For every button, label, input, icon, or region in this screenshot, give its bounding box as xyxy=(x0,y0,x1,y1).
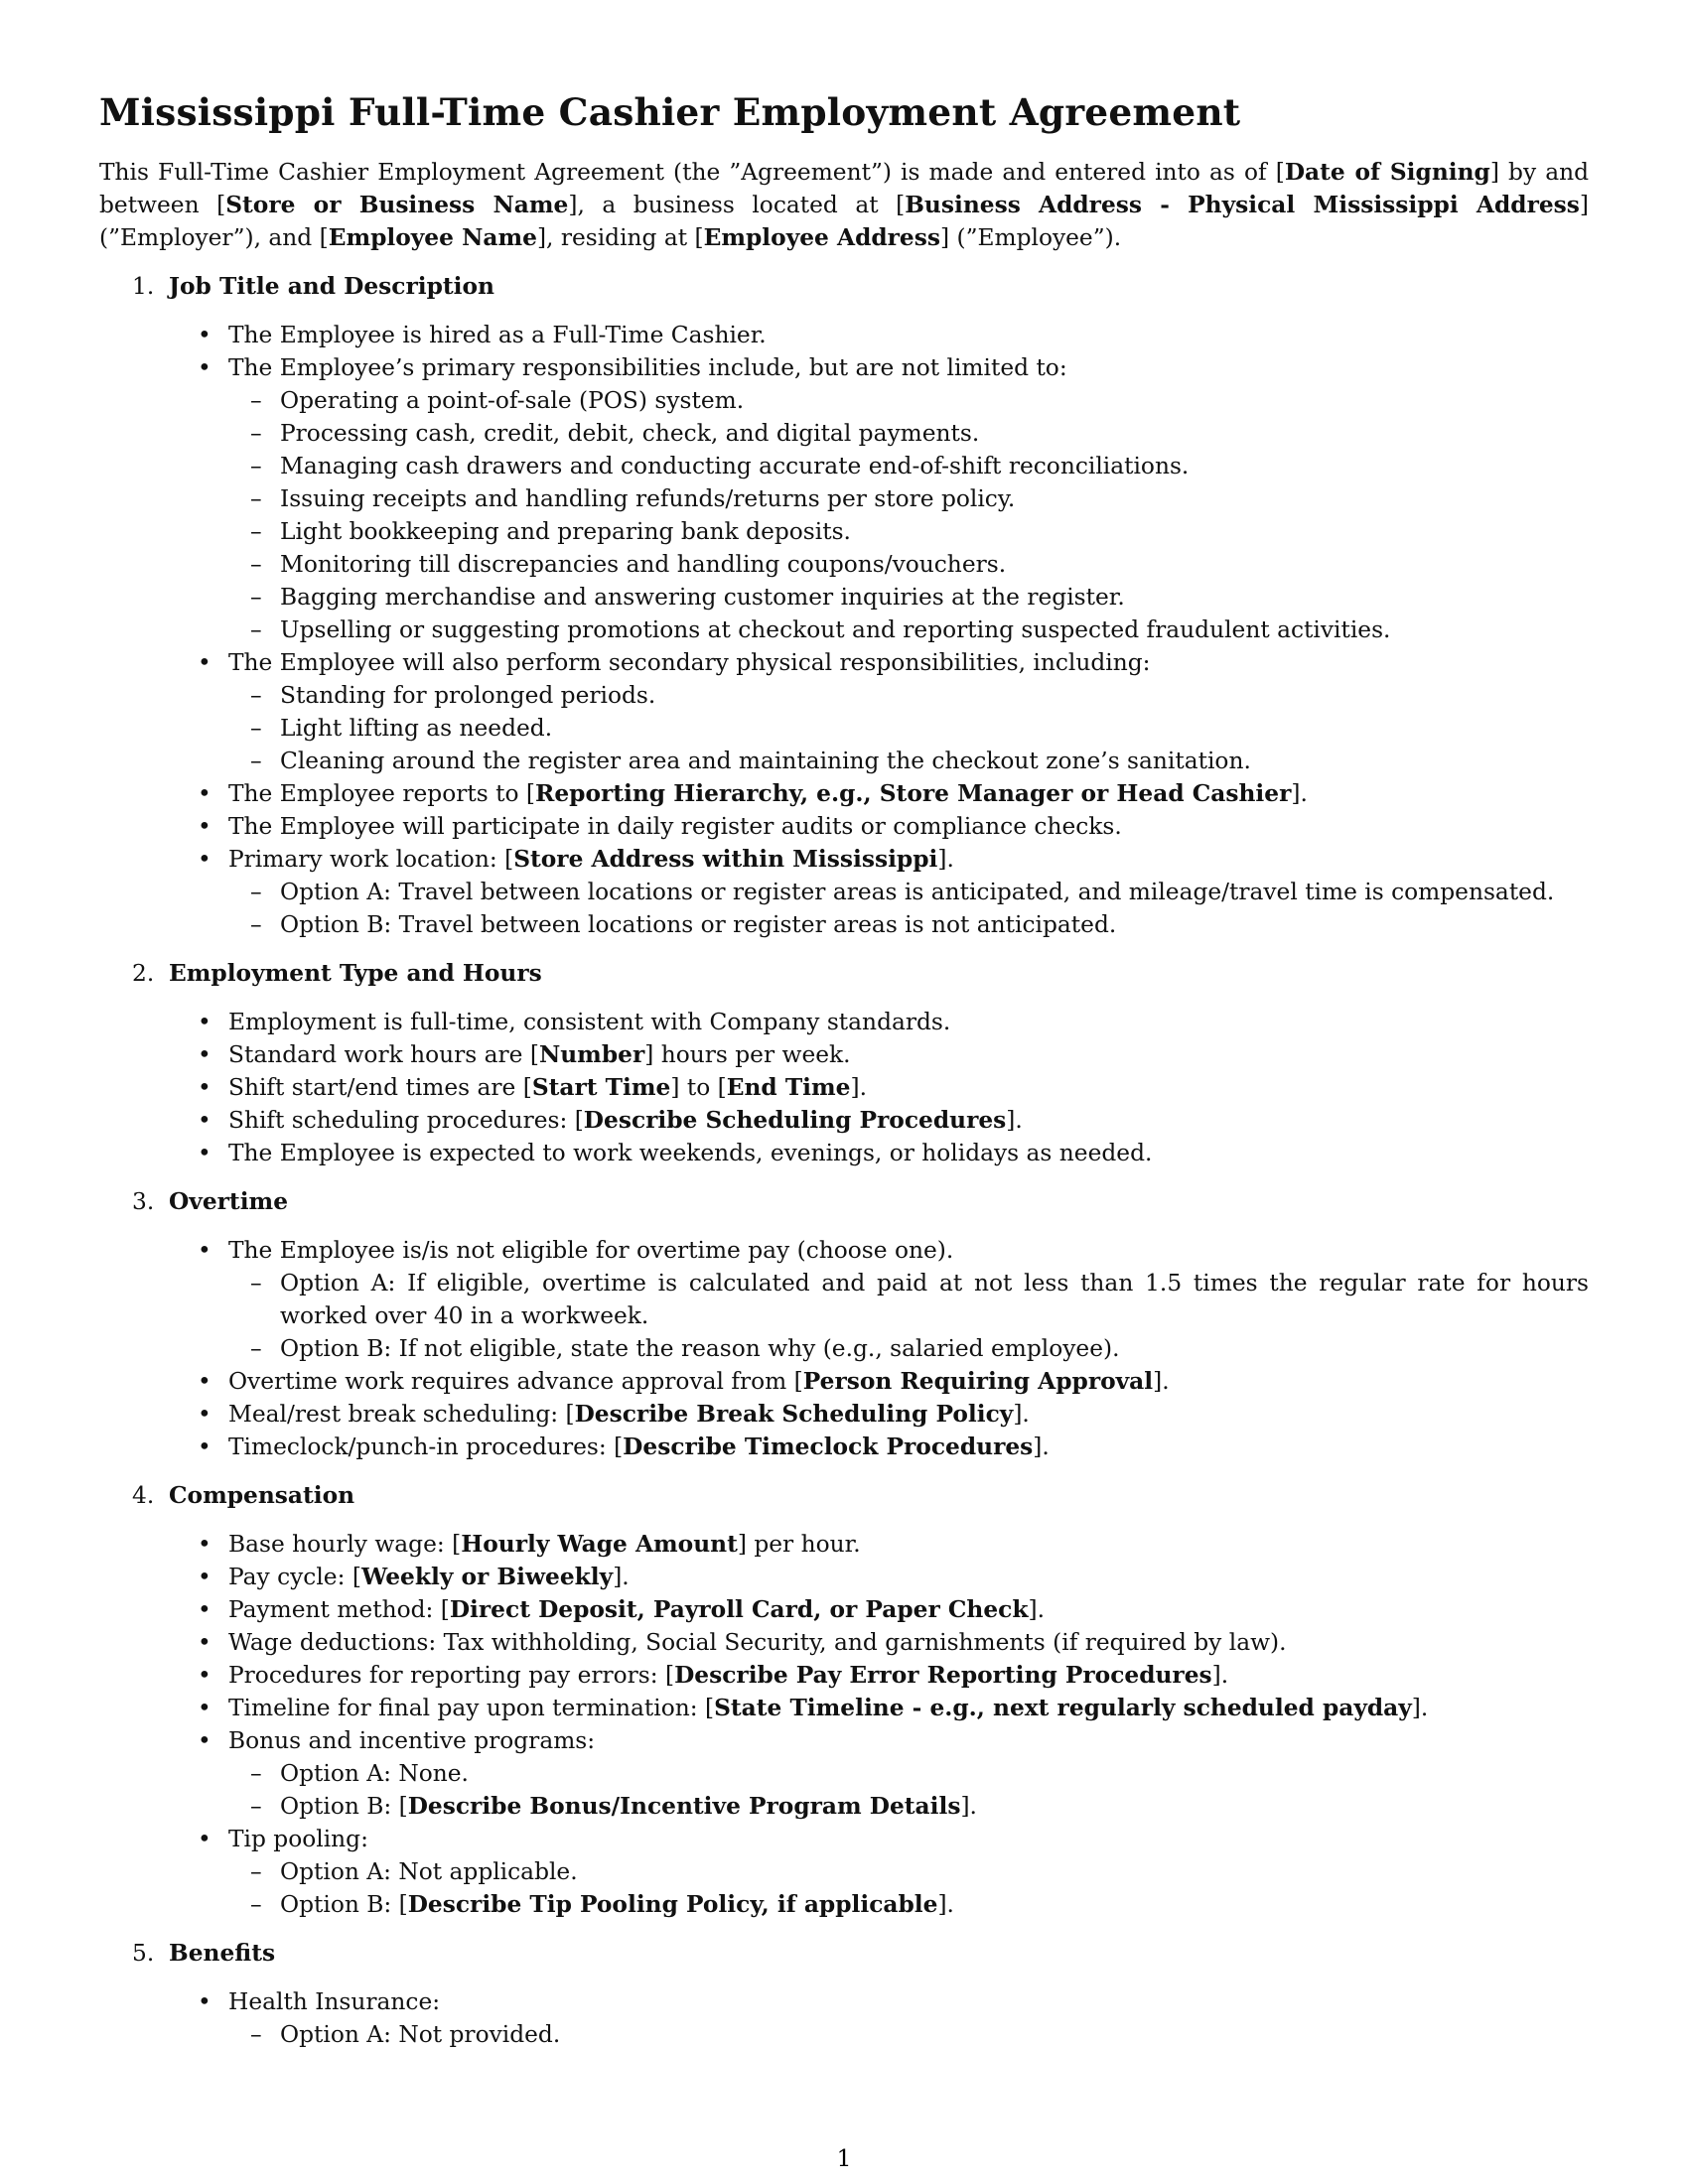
bullet-line xyxy=(99,1365,1589,1398)
text-run: ]. xyxy=(1291,780,1308,807)
section-number: 1. xyxy=(132,273,155,300)
bullet-item xyxy=(99,319,1589,351)
bullet-icon: • xyxy=(198,1695,211,1721)
text-run: ]. xyxy=(1153,1368,1170,1395)
placeholder-field: Employee Address xyxy=(703,224,940,251)
text-run: ]. xyxy=(937,1891,954,1918)
sub-item xyxy=(99,712,1589,745)
text-run: The Employee is/is not eligible for overtime pay (choose one). xyxy=(228,1237,954,1264)
dash-icon: – xyxy=(250,2021,262,2048)
text-run: The Employee will participate in daily register audits or compliance checks. xyxy=(228,813,1122,840)
bullet-icon: • xyxy=(198,1009,211,1035)
section-heading xyxy=(99,1185,1589,1218)
sub-list xyxy=(99,679,1589,777)
bullet-item xyxy=(99,1398,1589,1431)
text-run: Pay cycle: [ xyxy=(228,1564,361,1590)
text-run: ] per hour. xyxy=(737,1531,861,1558)
placeholder-field: Describe Scheduling Procedures xyxy=(583,1107,1007,1134)
bullet-line xyxy=(99,1431,1589,1463)
sub-item xyxy=(99,384,1589,417)
text-run: Option B: [ xyxy=(280,1793,408,1820)
sub-item xyxy=(99,515,1589,548)
placeholder-field: Reporting Hierarchy, e.g., Store Manager or Head Cashier xyxy=(534,780,1292,807)
bullet-icon: • xyxy=(198,1727,211,1754)
section-number: 2. xyxy=(132,960,155,987)
bullet-line xyxy=(99,777,1589,810)
bullet-icon: • xyxy=(198,1074,211,1101)
bullet-item xyxy=(99,1006,1589,1038)
text-run: ]. xyxy=(613,1564,630,1590)
bullet-item xyxy=(99,1431,1589,1463)
text-run: Option A: Not applicable. xyxy=(280,1858,578,1885)
bullet-item xyxy=(99,1234,1589,1365)
bullet-list xyxy=(99,1234,1589,1463)
bullet-item xyxy=(99,1626,1589,1659)
section-5 xyxy=(99,1937,1589,2051)
text-run: ]. xyxy=(1211,1662,1229,1689)
text-run: Overtime work requires advance approval from [ xyxy=(228,1368,803,1395)
bullet-item xyxy=(99,1071,1589,1104)
bullet-list xyxy=(99,319,1589,941)
text-run: ] (”Employer”), and [ xyxy=(99,192,1589,251)
bullet-icon: • xyxy=(198,1368,211,1395)
dash-icon: – xyxy=(250,453,262,479)
text-run: Shift start/end times are [ xyxy=(228,1074,532,1101)
text-run: Employment is full-time, consistent with Company standards. xyxy=(228,1009,951,1035)
document-title: Mississippi Full-Time Cashier Employment Agreement xyxy=(99,90,1241,134)
text-run: Option A: Not provided. xyxy=(280,2021,561,2048)
text-run: The Employee is expected to work weekends, evenings, or holidays as needed. xyxy=(228,1140,1153,1166)
text-run: ] by and between [ xyxy=(99,159,1589,218)
bullet-list xyxy=(99,1528,1589,1921)
section-heading-text: Job Title and Description xyxy=(169,273,494,300)
bullet-line xyxy=(99,1593,1589,1626)
text-run: Standing for prolonged periods. xyxy=(280,682,656,709)
text-run: Operating a point-of-sale (POS) system. xyxy=(280,387,745,414)
text-run: ]. xyxy=(1033,1433,1050,1460)
text-run: ], residing at [ xyxy=(536,224,704,251)
bullet-item xyxy=(99,1593,1589,1626)
bullet-item xyxy=(99,351,1589,646)
bullet-icon: • xyxy=(198,1826,211,1852)
section-number: 4. xyxy=(132,1482,155,1509)
bullet-line xyxy=(99,1626,1589,1659)
dash-icon: – xyxy=(250,1793,262,1820)
bullet-item xyxy=(99,1724,1589,1823)
dash-icon: – xyxy=(250,551,262,578)
sub-item xyxy=(99,581,1589,614)
text-run: This Full-Time Cashier Employment Agreement (the ”Agreement”) is made and entered into as of xyxy=(99,159,1276,186)
dash-icon: – xyxy=(250,1858,262,1885)
text-run: ]. xyxy=(1006,1107,1023,1134)
intro-paragraph xyxy=(99,156,1589,254)
dash-icon: – xyxy=(250,682,262,709)
sub-item xyxy=(99,417,1589,450)
text-run: ]. xyxy=(937,846,954,873)
text-run: Light lifting as needed. xyxy=(280,715,553,742)
placeholder-field: Store or Business Name xyxy=(225,192,569,218)
placeholder-field: Describe Timeclock Procedures xyxy=(623,1433,1034,1460)
text-run: The Employee’s primary responsibilities include, but are not limited to: xyxy=(228,354,1067,381)
page-number: 1 xyxy=(836,2145,852,2172)
text-run: Option B: Travel between locations or register areas is not anticipated. xyxy=(280,911,1117,938)
sub-list xyxy=(99,384,1589,646)
placeholder-field: State Timeline - e.g., next regularly scheduled payday xyxy=(714,1695,1412,1721)
text-run: Processing cash, credit, debit, check, and digital payments. xyxy=(280,420,980,447)
text-run: Wage deductions: Tax withholding, Social Security, and garnishments (if required by law). xyxy=(228,1629,1287,1656)
section-heading-text: Benefits xyxy=(169,1940,276,1967)
section-heading xyxy=(99,1937,1589,1970)
text-run: ] (”Employee”). xyxy=(939,224,1122,251)
dash-icon: – xyxy=(250,1891,262,1918)
text-run: The Employee is hired as a Full-Time Cashier. xyxy=(228,322,767,348)
bullet-item xyxy=(99,646,1589,777)
bullet-icon: • xyxy=(198,1433,211,1460)
sub-item xyxy=(99,548,1589,581)
bullet-item xyxy=(99,1528,1589,1561)
bullet-list xyxy=(99,1006,1589,1169)
bullet-line xyxy=(99,1104,1589,1137)
sub-item xyxy=(99,2018,1589,2051)
placeholder-field: Describe Break Scheduling Policy xyxy=(574,1401,1014,1428)
section-heading xyxy=(99,957,1589,990)
text-run: Managing cash drawers and conducting accurate end-of-shift reconciliations. xyxy=(280,453,1190,479)
bullet-icon: • xyxy=(198,1107,211,1134)
section-4 xyxy=(99,1479,1589,1921)
bullet-list xyxy=(99,1985,1589,2051)
bullet-icon: • xyxy=(198,1596,211,1623)
bullet-line xyxy=(99,1724,1589,1757)
text-run: Monitoring till discrepancies and handling coupons/vouchers. xyxy=(280,551,1007,578)
sub-item xyxy=(99,908,1589,941)
text-run: ]. xyxy=(1411,1695,1429,1721)
bullet-icon: • xyxy=(198,1237,211,1264)
placeholder-field: Direct Deposit, Payroll Card, or Paper Check xyxy=(449,1596,1029,1623)
section-heading xyxy=(99,1479,1589,1512)
section-3 xyxy=(99,1185,1589,1463)
dash-icon: – xyxy=(250,911,262,938)
placeholder-field: Employee Name xyxy=(328,224,537,251)
placeholder-field: Describe Tip Pooling Policy, if applicable xyxy=(407,1891,938,1918)
bullet-icon: • xyxy=(198,780,211,807)
bullet-line xyxy=(99,1823,1589,1855)
dash-icon: – xyxy=(250,715,262,742)
text-run: ] hours per week. xyxy=(644,1041,851,1068)
text-run: ], a business located at [ xyxy=(568,192,906,218)
sub-item xyxy=(99,679,1589,712)
bullet-icon: • xyxy=(198,1401,211,1428)
text-run: Timeclock/punch-in procedures: [ xyxy=(228,1433,624,1460)
bullet-icon: • xyxy=(198,1988,211,2015)
bullet-item xyxy=(99,1104,1589,1137)
text-run: Option A: Travel between locations or register areas is anticipated, and mileage/travel time is compensated. xyxy=(280,879,1555,905)
section-number: 3. xyxy=(132,1188,155,1215)
bullet-line xyxy=(99,843,1589,876)
bullet-line xyxy=(99,351,1589,384)
bullet-item xyxy=(99,1561,1589,1593)
text-run: Shift scheduling procedures: [ xyxy=(228,1107,584,1134)
bullet-line xyxy=(99,646,1589,679)
dash-icon: – xyxy=(250,387,262,414)
bullet-item xyxy=(99,810,1589,843)
bullet-line xyxy=(99,319,1589,351)
placeholder-field: Date of Signing xyxy=(1284,159,1490,186)
bullet-line xyxy=(99,1137,1589,1169)
placeholder-field: Business Address - Physical Mississippi Address xyxy=(905,192,1580,218)
bullet-line xyxy=(99,1528,1589,1561)
bullet-icon: • xyxy=(198,354,211,381)
bullet-line xyxy=(99,1234,1589,1267)
dash-icon: – xyxy=(250,1270,262,1297)
section-heading xyxy=(99,270,1589,303)
bullet-item xyxy=(99,1038,1589,1071)
dash-icon: – xyxy=(250,518,262,545)
bullet-icon: • xyxy=(198,1531,211,1558)
sub-list xyxy=(99,876,1589,941)
text-run: Procedures for reporting pay errors: [ xyxy=(228,1662,675,1689)
sub-item xyxy=(99,1267,1589,1332)
dash-icon: – xyxy=(250,1335,262,1362)
text-run: The Employee reports to [ xyxy=(228,780,535,807)
section-1 xyxy=(99,270,1589,941)
bullet-line xyxy=(99,810,1589,843)
dash-icon: – xyxy=(250,485,262,512)
text-run: Light bookkeeping and preparing bank deposits. xyxy=(280,518,851,545)
sub-item xyxy=(99,745,1589,777)
bullet-line xyxy=(99,1561,1589,1593)
text-run: ] to [ xyxy=(670,1074,727,1101)
bullet-icon: • xyxy=(198,649,211,676)
bullet-icon: • xyxy=(198,1140,211,1166)
text-run: Payment method: [ xyxy=(228,1596,450,1623)
placeholder-field: Person Requiring Approval xyxy=(802,1368,1154,1395)
text-run: Meal/rest break scheduling: [ xyxy=(228,1401,575,1428)
sub-item xyxy=(99,876,1589,908)
sub-list xyxy=(99,1855,1589,1921)
text-run: ]. xyxy=(1028,1596,1045,1623)
bullet-icon: • xyxy=(198,1662,211,1689)
dash-icon: – xyxy=(250,420,262,447)
text-run: Upselling or suggesting promotions at checkout and reporting suspected fraudulent activities. xyxy=(280,616,1391,643)
sub-item xyxy=(99,482,1589,515)
text-run: Bonus and incentive programs: xyxy=(228,1727,596,1754)
placeholder-field: End Time xyxy=(726,1074,851,1101)
bullet-item xyxy=(99,1823,1589,1921)
dash-icon: – xyxy=(250,1760,262,1787)
placeholder-field: Describe Pay Error Reporting Procedures xyxy=(674,1662,1212,1689)
section-heading-text: Overtime xyxy=(169,1188,289,1215)
text-run: [ xyxy=(1275,159,1285,186)
bullet-icon: • xyxy=(198,813,211,840)
text-run: Base hourly wage: [ xyxy=(228,1531,462,1558)
dash-icon: – xyxy=(250,879,262,905)
bullet-line xyxy=(99,1038,1589,1071)
bullet-line xyxy=(99,1659,1589,1692)
text-run: Issuing receipts and handling refunds/returns per store policy. xyxy=(280,485,1016,512)
dash-icon: – xyxy=(250,616,262,643)
text-run: ]. xyxy=(850,1074,867,1101)
bullet-item xyxy=(99,1659,1589,1692)
text-run: Option A: If eligible, overtime is calculated and paid at not less than 1.5 times the regular rate for hours worked over 40 in a workweek. xyxy=(280,1270,1589,1329)
bullet-icon: • xyxy=(198,1564,211,1590)
bullet-line xyxy=(99,1006,1589,1038)
sub-item xyxy=(99,1888,1589,1921)
text-run: ]. xyxy=(960,1793,977,1820)
bullet-icon: • xyxy=(198,846,211,873)
dash-icon: – xyxy=(250,748,262,774)
bullet-item xyxy=(99,843,1589,941)
sub-list xyxy=(99,1757,1589,1823)
section-number: 5. xyxy=(132,1940,155,1967)
text-run: Primary work location: [ xyxy=(228,846,514,873)
text-run: Option B: If not eligible, state the reason why (e.g., salaried employee). xyxy=(280,1335,1120,1362)
sub-item xyxy=(99,614,1589,646)
sub-item xyxy=(99,1757,1589,1790)
text-run: Standard work hours are [ xyxy=(228,1041,539,1068)
text-run: Health Insurance: xyxy=(228,1988,441,2015)
bullet-line xyxy=(99,1071,1589,1104)
sub-item xyxy=(99,1855,1589,1888)
bullet-icon: • xyxy=(198,1041,211,1068)
text-run: Option A: None. xyxy=(280,1760,469,1787)
sub-item xyxy=(99,1332,1589,1365)
text-run: Cleaning around the register area and maintaining the checkout zone’s sanitation. xyxy=(280,748,1251,774)
bullet-item xyxy=(99,1985,1589,2051)
bullet-icon: • xyxy=(198,322,211,348)
placeholder-field: Hourly Wage Amount xyxy=(461,1531,738,1558)
bullet-line xyxy=(99,1985,1589,2018)
bullet-line xyxy=(99,1692,1589,1724)
placeholder-field: Start Time xyxy=(531,1074,671,1101)
sections-list xyxy=(99,270,1589,2051)
text-run: Timeline for final pay upon termination: [ xyxy=(228,1695,715,1721)
sub-item xyxy=(99,450,1589,482)
placeholder-field: Describe Bonus/Incentive Program Details xyxy=(407,1793,961,1820)
text-run: ]. xyxy=(1013,1401,1030,1428)
section-2 xyxy=(99,957,1589,1169)
section-heading-text: Compensation xyxy=(169,1482,355,1509)
bullet-item xyxy=(99,1137,1589,1169)
bullet-icon: • xyxy=(198,1629,211,1656)
placeholder-field: Weekly or Biweekly xyxy=(360,1564,614,1590)
placeholder-field: Store Address within Mississippi xyxy=(513,846,938,873)
bullet-item xyxy=(99,1365,1589,1398)
text-run: Tip pooling: xyxy=(228,1826,368,1852)
text-run: Bagging merchandise and answering customer inquiries at the register. xyxy=(280,584,1125,611)
text-run: The Employee will also perform secondary physical responsibilities, including: xyxy=(228,649,1151,676)
sub-list xyxy=(99,2018,1589,2051)
sub-list xyxy=(99,1267,1589,1365)
text-run: Option B: [ xyxy=(280,1891,408,1918)
bullet-item xyxy=(99,1692,1589,1724)
sub-item xyxy=(99,1790,1589,1823)
dash-icon: – xyxy=(250,584,262,611)
section-heading-text: Employment Type and Hours xyxy=(169,960,542,987)
placeholder-field: Number xyxy=(538,1041,645,1068)
bullet-line xyxy=(99,1398,1589,1431)
bullet-item xyxy=(99,777,1589,810)
